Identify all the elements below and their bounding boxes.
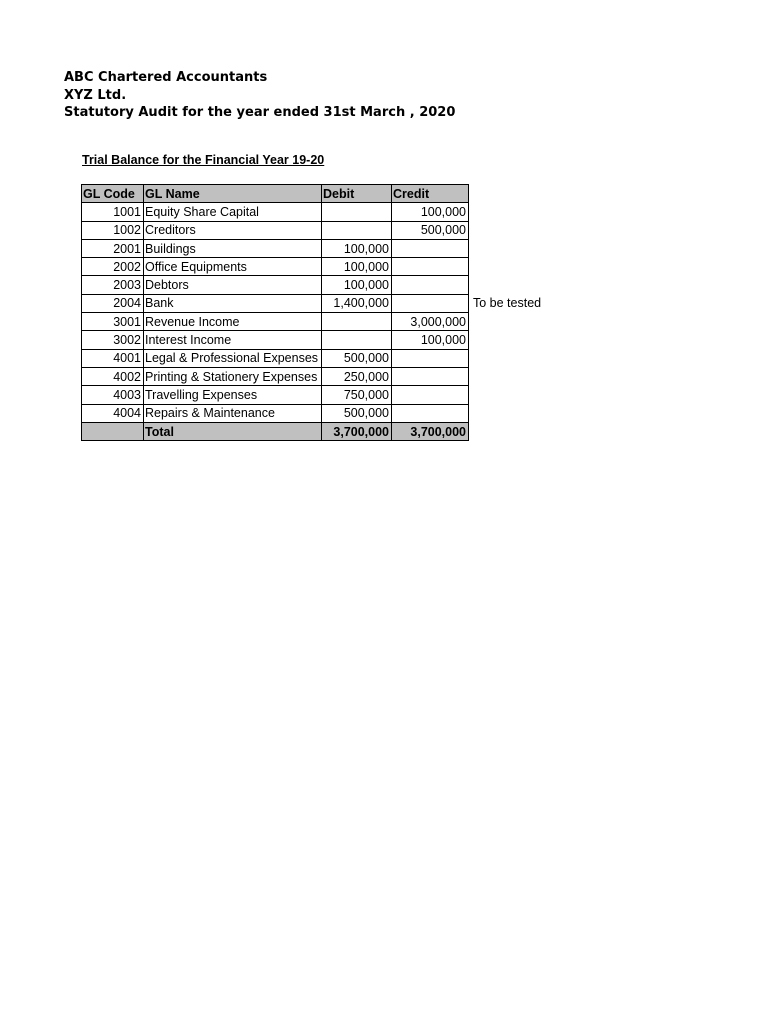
credit-cell[interactable] [392, 404, 469, 422]
table-row[interactable] [82, 367, 469, 385]
gl-name-cell[interactable]: Buildings [144, 239, 322, 257]
debit-cell[interactable] [322, 313, 392, 331]
gl-code-cell[interactable]: 2004 [82, 294, 144, 312]
table-row[interactable] [82, 239, 469, 257]
debit-cell[interactable]: 750,000 [322, 386, 392, 404]
gl-code-cell[interactable]: 4001 [82, 349, 144, 367]
document-header [64, 69, 455, 122]
gl-code-cell[interactable]: 4002 [82, 367, 144, 385]
credit-cell[interactable]: 100,000 [392, 331, 469, 349]
table-row[interactable] [82, 276, 469, 294]
debit-cell[interactable]: 100,000 [322, 239, 392, 257]
debit-cell[interactable]: 500,000 [322, 404, 392, 422]
column-header-gl-code[interactable]: GL Code [82, 185, 144, 203]
gl-name-cell[interactable]: Office Equipments [144, 258, 322, 276]
debit-cell[interactable] [322, 221, 392, 239]
table-body [82, 203, 469, 441]
total-debit-cell[interactable]: 3,700,000 [322, 422, 392, 440]
gl-code-cell[interactable]: 4003 [82, 386, 144, 404]
gl-code-cell[interactable]: 3001 [82, 313, 144, 331]
table-row[interactable] [82, 404, 469, 422]
gl-name-cell[interactable]: Creditors [144, 221, 322, 239]
debit-cell[interactable]: 100,000 [322, 258, 392, 276]
credit-cell[interactable] [392, 294, 469, 312]
credit-cell[interactable]: 500,000 [392, 221, 469, 239]
credit-cell[interactable]: 3,000,000 [392, 313, 469, 331]
table-row[interactable] [82, 331, 469, 349]
trial-balance-table [81, 184, 469, 441]
gl-name-cell[interactable]: Travelling Expenses [144, 386, 322, 404]
debit-cell[interactable]: 1,400,000 [322, 294, 392, 312]
gl-code-cell[interactable]: 1002 [82, 221, 144, 239]
credit-cell[interactable] [392, 386, 469, 404]
gl-code-cell[interactable]: 1001 [82, 203, 144, 221]
debit-cell[interactable]: 100,000 [322, 276, 392, 294]
gl-name-cell[interactable]: Revenue Income [144, 313, 322, 331]
total-row[interactable] [82, 422, 469, 440]
gl-code-cell[interactable]: 2003 [82, 276, 144, 294]
table-row[interactable] [82, 349, 469, 367]
client-name: XYZ Ltd. [64, 87, 127, 103]
total-code-cell[interactable] [82, 422, 144, 440]
table-row[interactable] [82, 294, 469, 312]
credit-cell[interactable] [392, 239, 469, 257]
gl-name-cell[interactable]: Legal & Professional Expenses [144, 349, 322, 367]
gl-name-cell[interactable]: Interest Income [144, 331, 322, 349]
debit-cell[interactable]: 250,000 [322, 367, 392, 385]
column-header-debit[interactable]: Debit [322, 185, 392, 203]
gl-name-cell[interactable]: Bank [144, 294, 322, 312]
gl-name-cell[interactable]: Printing & Stationery Expenses [144, 367, 322, 385]
total-credit-cell[interactable]: 3,700,000 [392, 422, 469, 440]
table-row[interactable] [82, 221, 469, 239]
gl-name-cell[interactable]: Debtors [144, 276, 322, 294]
gl-code-cell[interactable]: 2002 [82, 258, 144, 276]
table-row[interactable] [82, 203, 469, 221]
engagement-title: Statutory Audit for the year ended 31st March , 2020 [64, 105, 456, 120]
table-row[interactable] [82, 386, 469, 404]
column-header-credit[interactable]: Credit [392, 185, 469, 203]
credit-cell[interactable] [392, 258, 469, 276]
credit-cell[interactable] [392, 367, 469, 385]
gl-name-cell[interactable]: Equity Share Capital [144, 203, 322, 221]
debit-cell[interactable] [322, 331, 392, 349]
gl-code-cell[interactable]: 2001 [82, 239, 144, 257]
credit-cell[interactable]: 100,000 [392, 203, 469, 221]
debit-cell[interactable] [322, 203, 392, 221]
column-header-gl-name[interactable]: GL Name [144, 185, 322, 203]
trial-balance-title: Trial Balance for the Financial Year 19-20 [82, 153, 325, 167]
total-label-cell[interactable]: Total [144, 422, 322, 440]
gl-code-cell[interactable]: 3002 [82, 331, 144, 349]
debit-cell[interactable]: 500,000 [322, 349, 392, 367]
bank-test-note[interactable]: To be tested [473, 296, 542, 310]
credit-cell[interactable] [392, 276, 469, 294]
table-header-row [82, 185, 469, 203]
firm-name: ABC Chartered Accountants [64, 70, 268, 85]
credit-cell[interactable] [392, 349, 469, 367]
gl-code-cell[interactable]: 4004 [82, 404, 144, 422]
table-row[interactable] [82, 258, 469, 276]
gl-name-cell[interactable]: Repairs & Maintenance [144, 404, 322, 422]
table-row[interactable] [82, 313, 469, 331]
